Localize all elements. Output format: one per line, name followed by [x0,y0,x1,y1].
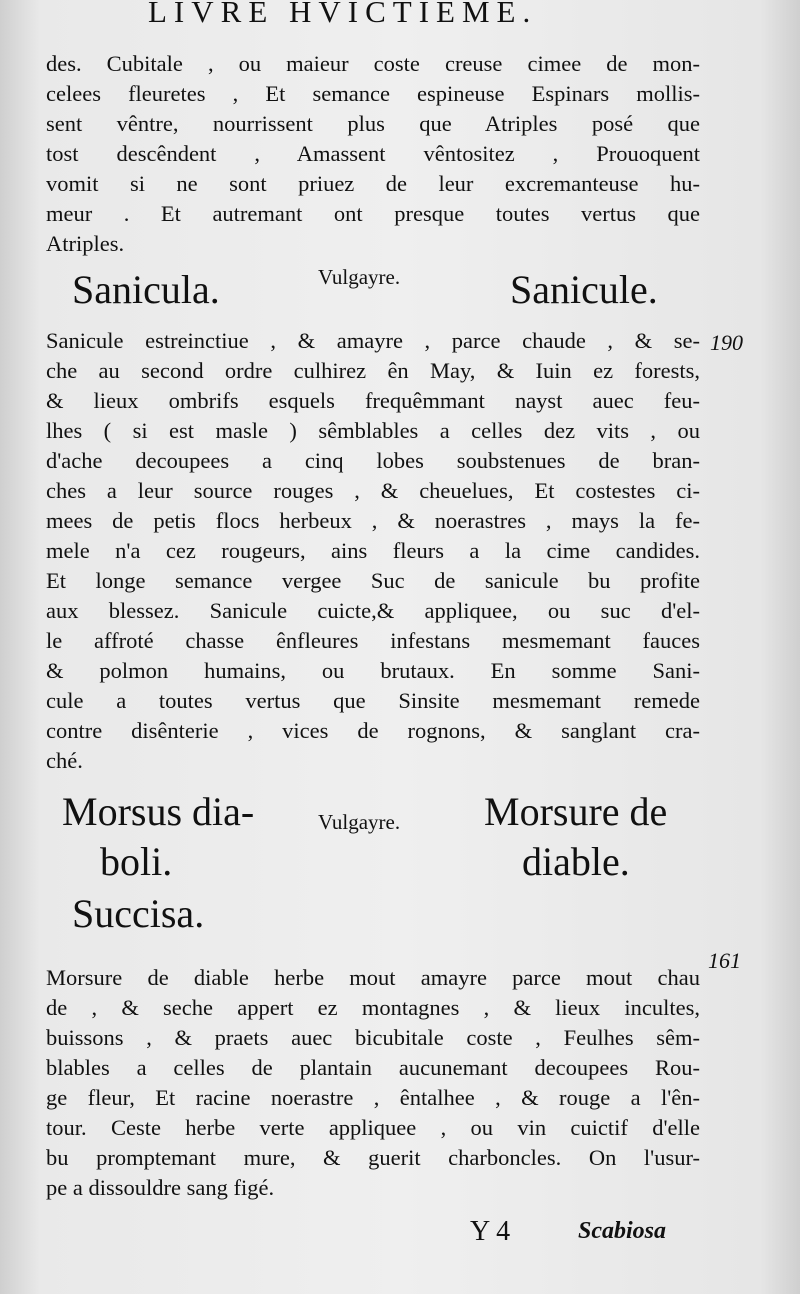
text-line: des. Cubitale , ou maieur coste creuse cimee de mon- [46,51,700,76]
entry-latin-name: Morsus dia- [62,789,255,834]
text-line: blables a celles de plantain aucunemant decoupees Rou- [46,1055,700,1080]
text-line: pe a dissouldre sang figé. [46,1175,275,1200]
text-line: bu promptemant mure, & guerit charboncles. On l'usur- [46,1145,700,1170]
text-line: mees de petis flocs herbeux , & noerastres , mays la fe- [46,508,700,533]
entry-french-name: Morsure de [484,789,668,834]
text-line: cule a toutes vertus que Sinsite mesmemant remede [46,688,700,713]
entry-morsus-text [46,963,700,1203]
text-line: Et longe semance vergee Suc de sanicule bu profite [46,568,700,593]
entry-french-name: Sanicule. [510,267,658,312]
text-line: & polmon humains, ou brutaux. En somme Sani- [46,658,700,683]
catchword: Scabiosa [578,1218,667,1244]
text-line: buissons , & praets auec bicubitale coste , Feulhes sêm- [46,1025,700,1050]
paragraph-continuation [46,49,700,259]
entry-vulgayre-label: Vulgayre. [318,810,401,834]
text-line: & lieux ombrifs esquels frequêmmant nayst auec feu- [46,388,700,413]
text-line: Morsure de diable herbe mout amayre parce mout chau [46,965,700,990]
text-line: tour. Ceste herbe verte appliquee , ou vin cuictif d'elle [46,1115,700,1140]
text-line: ge fleur, Et racine noerastre , êntalhee , & rouge a l'ên- [46,1085,700,1110]
text-line: contre disênterie , vices de rognons, & sanglant cra- [46,718,700,743]
text-line: tost descêndent , Amassent vêntositez , Prouoquent [46,141,700,166]
signature-mark: Y 4 [470,1216,511,1247]
text-line: vomit si ne sont priuez de leur excremanteuse hu- [46,171,700,196]
text-line: lhes ( si est masle ) sêmblables a celles dez vits , ou [46,418,700,443]
text-line: aux blessez. Sanicule cuicte,& appliquee, ou suc d'el- [46,598,700,623]
entry-sanicula-text [46,326,700,776]
entry-french-name: diable. [522,839,630,884]
text-line: sent vêntre, nourrissent plus que Atriples posé que [46,111,700,136]
margin-number: 190 [710,330,743,355]
text-line: Atriples. [46,231,125,256]
text-line: celees fleuretes , Et semance espineuse Espinars mollis- [46,81,700,106]
text-line: ches a leur source rouges , & cheuelues, Et costestes ci- [46,478,700,503]
text-line: de , & seche appert ez montagnes , & lieux incultes, [46,995,700,1020]
entry-latin-synonym: Succisa. [72,891,205,936]
text-line: mele n'a cez rougeurs, ains fleurs a la cime candides. [46,538,700,563]
text-line: meur . Et autremant ont presque toutes vertus que [46,201,700,226]
text-line: ché. [46,748,83,773]
entry-latin-name: Sanicula. [72,267,220,312]
text-line: d'ache decoupees a cinq lobes soubstenues de bran- [46,448,700,473]
entry-latin-name: boli. [100,839,173,884]
text-line: le affroté chasse ênfleures infestans mesmemant fauces [46,628,700,653]
entry-vulgayre-label: Vulgayre. [318,265,401,289]
text-line: che au second ordre culhirez ên May, & Iuin ez forests, [46,358,700,383]
text-line: Sanicule estreinctiue , & amayre , parce chaude , & se- [46,328,700,353]
margin-number: 161 [708,948,741,973]
running-head: LIVRE HVICTIEME. [148,0,538,29]
